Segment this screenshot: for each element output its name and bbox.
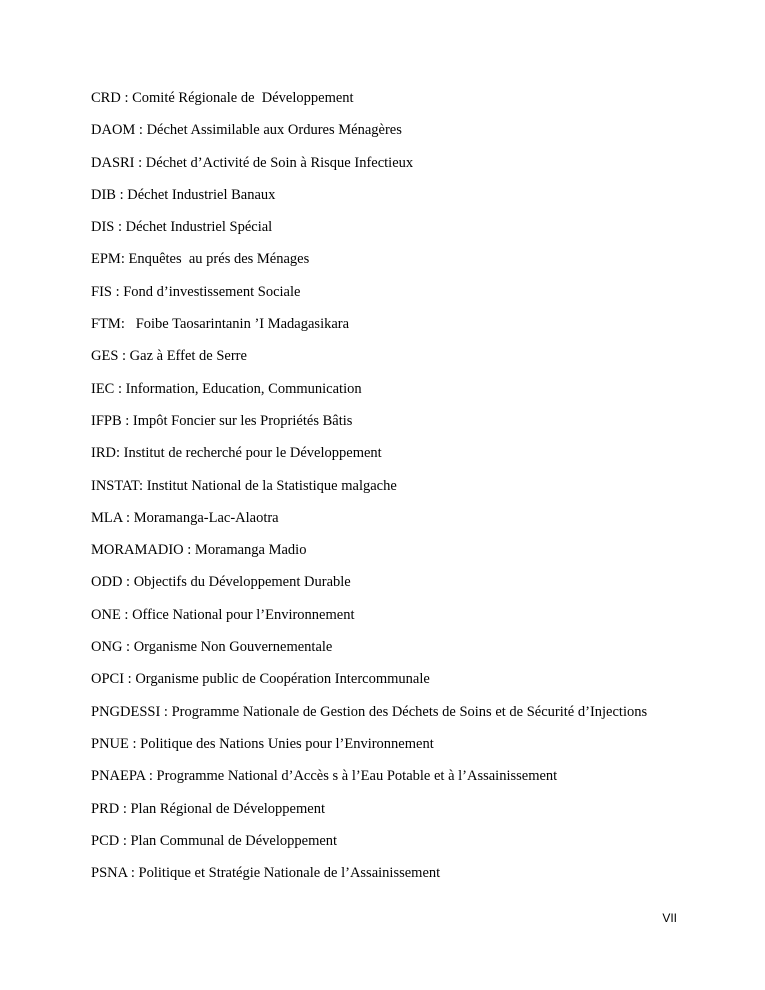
- abbreviation-line: DASRI : Déchet d’Activité de Soin à Risque Infectieux: [91, 154, 414, 171]
- abbreviation-line: DIB : Déchet Industriel Banaux: [91, 186, 276, 203]
- abbreviation-line: PSNA : Politique et Stratégie Nationale de l’Assainissement: [91, 865, 441, 882]
- abbreviation-line: EPM: Enquêtes au prés des Ménages: [91, 251, 310, 268]
- abbreviation-line: IRD: Institut de recherché pour le Développement: [91, 445, 382, 462]
- abbreviation-line: OPCI : Organisme public de Coopération Intercommunale: [91, 671, 430, 688]
- abbreviation-line: PNGDESSI : Programme Nationale de Gestion des Déchets de Soins et de Sécurité d’Injections: [91, 703, 648, 720]
- abbreviation-line: PNAEPA : Programme National d’Accès s à l’Eau Potable et à l’Assainissement: [91, 768, 558, 785]
- abbreviation-line: PRD : Plan Régional de Développement: [91, 800, 325, 817]
- abbreviation-line: CRD : Comité Régionale de Développement: [91, 90, 354, 106]
- abbreviation-line: FIS : Fond d’investissement Sociale: [91, 283, 301, 300]
- abbreviation-line: GES : Gaz à Effet de Serre: [91, 348, 247, 365]
- abbreviation-line: DAOM : Déchet Assimilable aux Ordures Ménagères: [91, 122, 402, 139]
- abbreviation-line: MORAMADIO : Moramanga Madio: [91, 542, 307, 559]
- abbreviation-line: ONE : Office National pour l’Environnement: [91, 606, 355, 623]
- abbreviation-line: ODD : Objectifs du Développement Durable: [91, 574, 351, 591]
- abbreviation-line: ONG : Organisme Non Gouvernementale: [91, 639, 333, 656]
- abbreviation-line: PCD : Plan Communal de Développement: [91, 832, 338, 849]
- abbreviation-line: IEC : Information, Education, Communication: [91, 380, 362, 397]
- abbreviation-line: MLA : Moramanga-Lac-Alaotra: [91, 509, 279, 526]
- abbreviation-line: DIS : Déchet Industriel Spécial: [91, 219, 273, 236]
- abbreviations-list: [91, 82, 691, 889]
- abbreviation-line: PNUE : Politique des Nations Unies pour l’Environnement: [91, 735, 434, 752]
- page-number: VII: [662, 911, 677, 925]
- abbreviation-line: INSTAT: Institut National de la Statistique malgache: [91, 477, 397, 494]
- abbreviation-line: IFPB : Impôt Foncier sur les Propriétés Bâtis: [91, 412, 353, 429]
- abbreviation-line: FTM: Foibe Taosarintanin ’I Madagasikara: [91, 316, 350, 333]
